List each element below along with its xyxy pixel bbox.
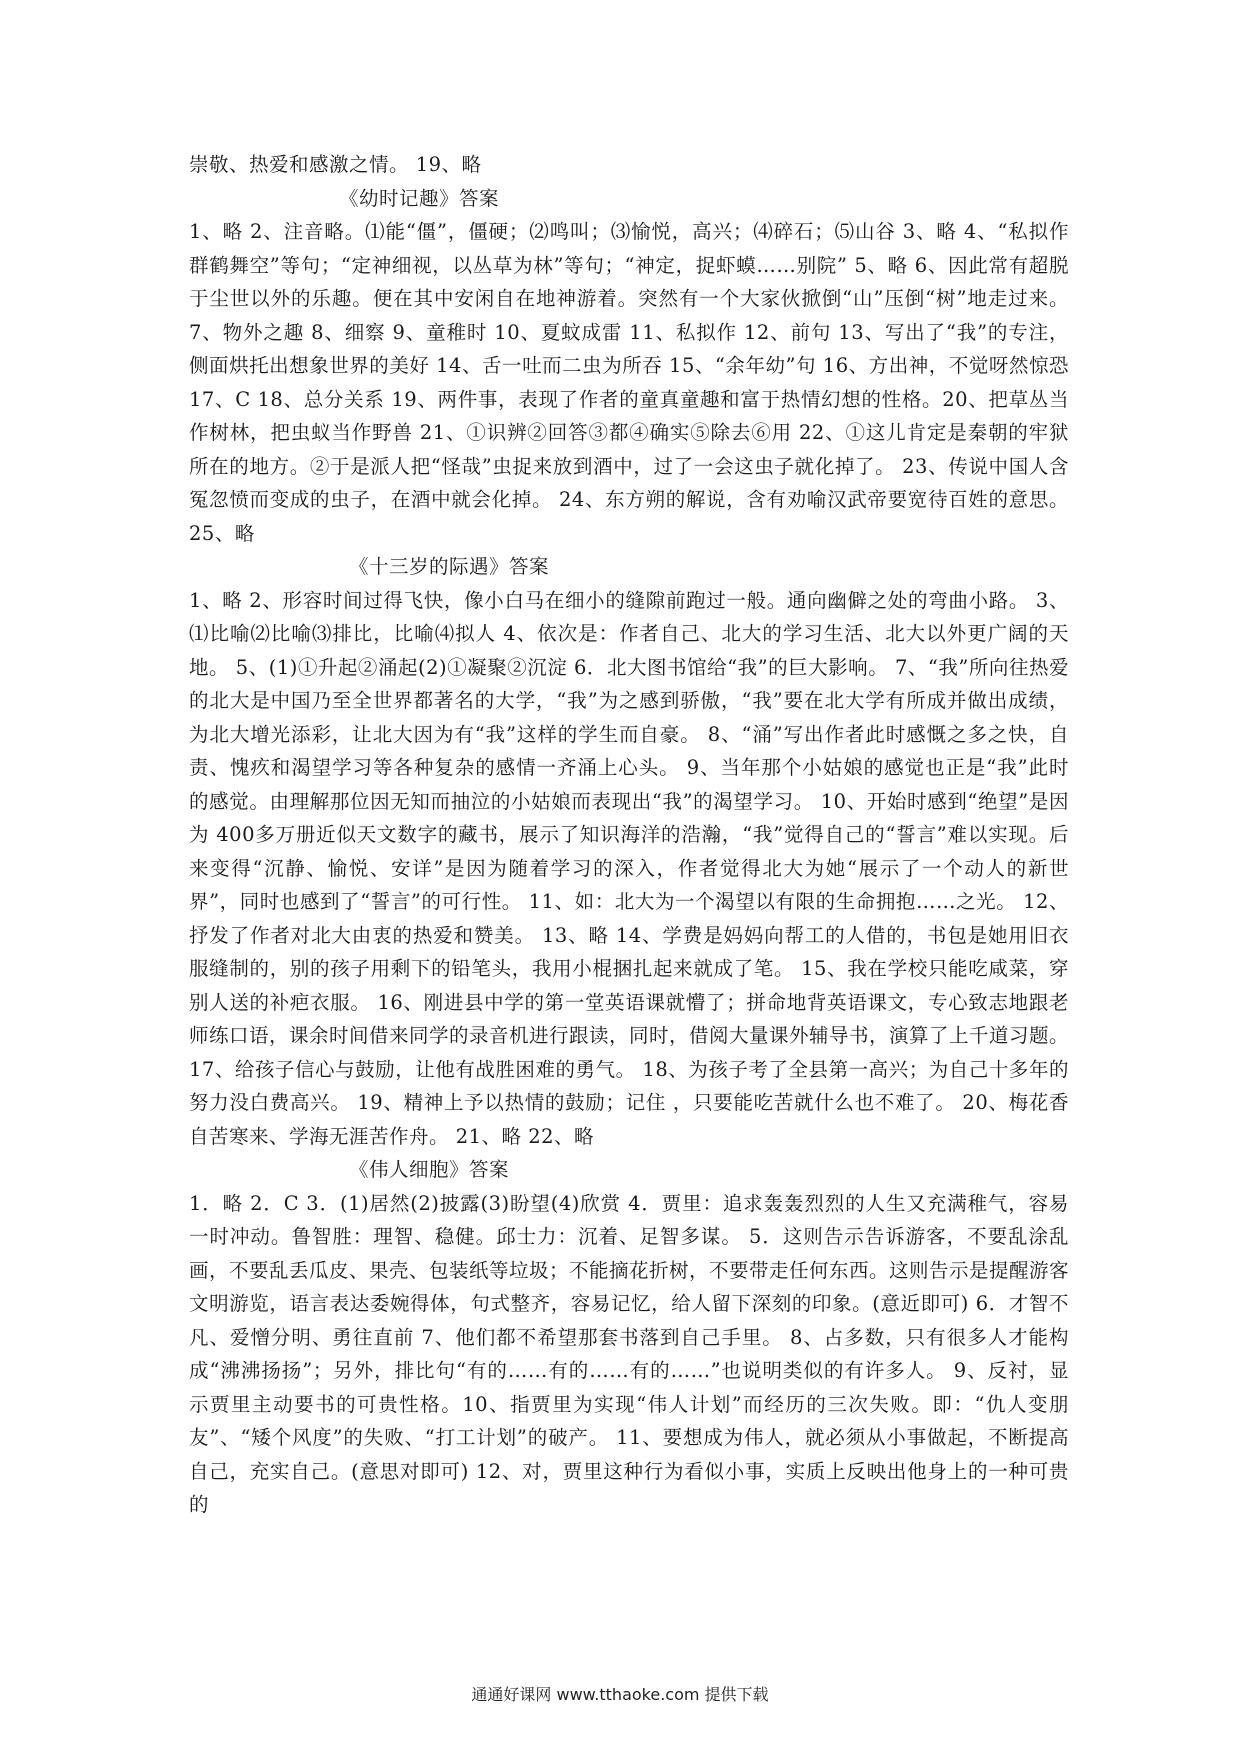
section-title-shisansui: 《十三岁的际遇》答案 bbox=[349, 555, 550, 578]
section-title-weiren: 《伟人细胞》答案 bbox=[349, 1158, 510, 1181]
section-body-youshi: 1、略 2、注音略。⑴能“僵”，僵硬；⑵鸣叫；⑶愉悦，高兴；⑷碎石；⑸山谷 3、略 4、“私拟作群鹤舞空”等句；“定神细视，以丛草为林”等句；“神定，捉虾蟆……别院” 5、略 6、因此常有超脱于尘世以外的乐趣。便在其中安闲自在地神游着。突然有一个大家伙掀倒“山”压倒“树”地走过来。 7、物外之趣 8、细察 9、童稚时 10、夏蚊成雷 11、私拟作 12、前句 13、写出了“我”的专注，侧面烘托出想象世界的美好 14、舌一吐而二虫为所吞 15、“余年幼”句 16、方出神，不觉呀然惊恐 17、C 18、总分关系 19、两件事，表现了作者的童真童趣和富于热情幻想的性格。20、把草丛当作树林，把虫蚁当作野兽 21、①识辨②回答③都④确实⑤除去⑥用 22、①这儿肯定是秦朝的牢狱所在的地方。②于是派人把“怪哉”虫捉来放到酒中，过了一会这虫子就化掉了。 23、传说中国人含冤忽愤而变成的虫子，在酒中就会化掉。 24、东方朔的解说，含有劝喻汉武帝要宽待百姓的意思。 25、略 bbox=[189, 220, 1069, 545]
intro-line: 崇敬、热爱和感激之情。 19、略 bbox=[189, 153, 482, 176]
page-footer: 通通好课网 www.tthaoke.com 提供下载 bbox=[471, 1685, 769, 1704]
section-body-shisansui: 1、略 2、形容时间过得飞快，像小白马在细小的缝隙前跑过一般。通向幽僻之处的弯曲小路。 3、⑴比喻⑵比喻⑶排比，比喻⑷拟人 4、依次是：作者自己、北大的学习生活、北大以外更广阔的天地。 5、(1)①升起②涌起(2)①凝聚②沉淀 6．北大图书馆给“我”的巨大影响。 7、“我”所向往热爱的北大是中国乃至全世界都著名的大学，“我”为之感到骄傲，“我”要在北大学有所成并做出成绩，为北大增光添彩，让北大因为有“我”这样的学生而自豪。 8、“涌”写出作者此时感慨之多之快，自责、愧疚和渴望学习等各种复杂的感情一齐涌上心头。 9、当年那个小姑娘的感觉也正是“我”此时的感觉。由理解那位因无知而抽泣的小姑娘而表现出“我”的渴望学习。 10、开始时感到“绝望”是因为 400多万册近似天文数字的藏书，展示了知识海洋的浩瀚，“我”觉得自己的“誓言”难以实现。后来变得“沉静、愉悦、安详”是因为随着学习的深入，作者觉得北大为她“展示了一个动人的新世界”，同时也感到了“誓言”的可行性。 11、如：北大为一个渴望以有限的生命拥抱……之光。 12、抒发了作者对北大由衷的热爱和赞美。 13、略 14、学费是妈妈向帮工的人借的，书包是她用旧衣服缝制的，别的孩子用剩下的铅笔头，我用小棍捆扎起来就成了笔。 15、我在学校只能吃咸菜，穿别人送的补疤衣服。 16、刚进县中学的第一堂英语课就懵了；拼命地背英语课文，专心致志地跟老师练口语，课余时间借来同学的录音机进行跟读，同时，借阅大量课外辅导书，演算了上千道习题。 17、给孩子信心与鼓励，让他有战胜困难的勇气。 18、为孩子考了全县第一高兴；为自己十多年的努力没白费高兴。 19、精神上予以热情的鼓励；记住 ，只要能吃苦就什么也不难了。 20、梅花香自苦寒来、学海无涯苦作舟。 21、略 22、略 bbox=[189, 588, 1070, 1148]
section-body-weiren: 1．略 2．C 3．(1)居然(2)披露(3)盼望(4)欣赏 4．贾里：追求轰轰烈烈的人生又充满稚气，容易一时冲动。鲁智胜：理智、稳健。邱士力：沉着、足智多谋。 5．这则告示告诉游客，不要乱涂乱画，不要乱丢瓜皮、果壳、包装纸等垃圾；不能摘花折树，不要带走任何东西。这则告示是提醒游客文明游览，语言表达委婉得体，句式整齐，容易记忆，给人留下深刻的印象。(意近即可) 6．才智不凡、爱憎分明、勇往直前 7、他们都不希望那套书落到自己手里。 8、占多数，只有很多人才能构成“沸沸扬扬”；另外，排比句“有的……有的……有的……”也说明类似的有许多人。 9、反衬，显示贾里主动要书的可贵性格。10、指贾里为实现“伟人计划”而经历的三次失败。即：“仇人变朋友”、“矮个风度”的失败、“打工计划”的破产。 11、要想成为伟人，就必须从小事做起，不断提高自己，充实自己。(意思对即可) 12、对，贾里这种行为看似小事，实质上反映出他身上的一种可贵的 bbox=[189, 1191, 1070, 1516]
section-title-youshi: 《幼时记趣》答案 bbox=[339, 186, 500, 210]
answer-text-column bbox=[189, 148, 1069, 1522]
